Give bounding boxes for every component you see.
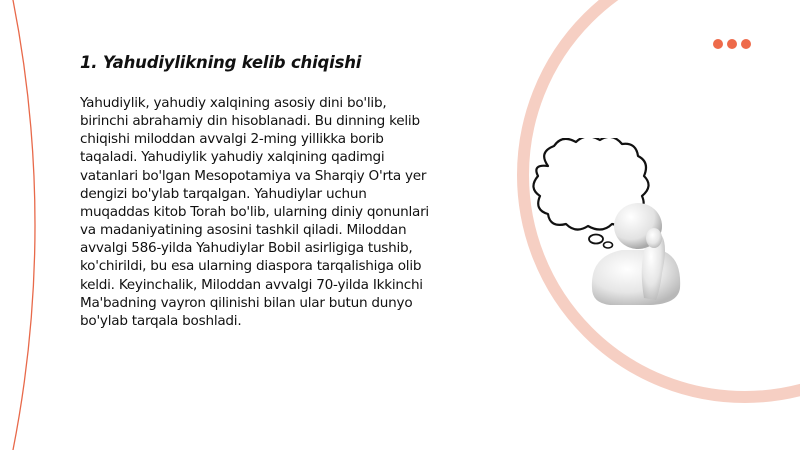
person-body — [592, 250, 680, 305]
thought-bubble-small — [589, 235, 603, 244]
dot — [741, 39, 751, 49]
thought-bubble-tiny — [604, 242, 613, 248]
thinking-person-with-thought-bubble-icon — [510, 138, 695, 313]
person-hand — [646, 228, 662, 248]
left-curve-line — [12, 0, 35, 450]
dot — [727, 39, 737, 49]
dot — [713, 39, 723, 49]
slide-title: 1. Yahudiylikning kelib chiqishi — [80, 53, 362, 72]
body-paragraph: Yahudiylik, yahudiy xalqining asosiy dini bo'lib, birinchi abrahamiy din hisoblanadi. Bu dinning kelib chiqishi miloddan avvalgi 2-ming yillikka borib taqaladi. Yahudiylik yahudiy xalqining qadimgi vatanlari bo'lgan Mesopotamiya va Sharqiy O'rta yer dengizi bo'ylab tarqalgan. Yahudiylar uchun muqaddas kitob Torah bo'lib, ularning diniy qonunlari va madaniyatining asosini tashkil qiladi. Miloddan avvalgi 586-yilda Yahudiylar Bobil asirligiga tushib, ko'chirildi, bu esa ularning diaspora tarqalishiga olib keldi. Keyinchalik, Miloddan avvalgi 70-yilda Ikkinchi Ma'badning vayron qilinishi bilan ular butun dunyo bo'ylab tarqala boshladi. — [80, 95, 429, 329]
three-dots-icon — [713, 39, 751, 49]
